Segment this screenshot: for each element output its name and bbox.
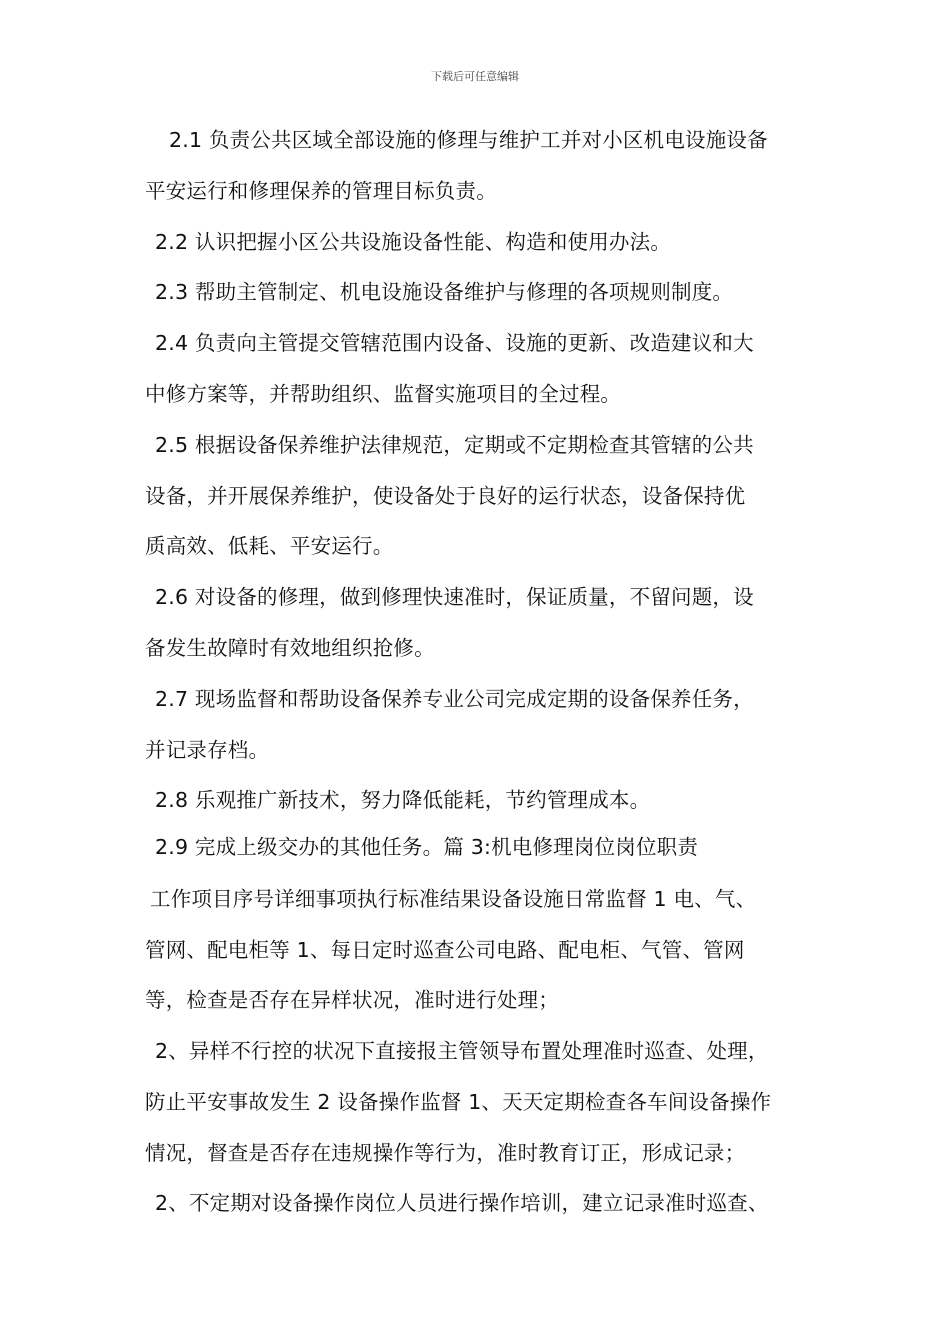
paragraph-line: 2.4 负责向主管提交管辖范围内设备、设施的更新、改造建议和大 — [155, 331, 754, 355]
paragraph-line: 工作项目序号详细事项执行标准结果设备设施日常监督 1 电、气、 — [150, 887, 757, 911]
paragraph-line: 2.8 乐观推广新技术，努力降低能耗，节约管理成本。 — [155, 788, 651, 812]
paragraph-line: 等，检查是否存在异样状况，准时进行处理； — [145, 988, 559, 1012]
paragraph-line: 2.6 对设备的修理，做到修理快速准时，保证质量，不留问题，设 — [155, 585, 754, 609]
paragraph-line: 2.1 负责公共区域全部设施的修理与维护工并对小区机电设施设备 — [169, 128, 768, 152]
paragraph-line: 备发生故障时有效地组织抢修。 — [145, 636, 435, 660]
paragraph-line: 2.7 现场监督和帮助设备保养专业公司完成定期的设备保养任务， — [155, 687, 754, 711]
paragraph-line: 管网、配电柜等 1、每日定时巡查公司电路、配电柜、气管、管网 — [145, 938, 745, 962]
paragraph-line: 平安运行和修理保养的管理目标负责。 — [145, 179, 497, 203]
paragraph-line: 2、不定期对设备操作岗位人员进行操作培训，建立记录准时巡查、 — [155, 1191, 769, 1215]
paragraph-line: 中修方案等，并帮助组织、监督实施项目的全过程。 — [145, 382, 622, 406]
paragraph-line: 防止平安事故发生 2 设备操作监督 1、天天定期检查各车间设备操作 — [145, 1090, 772, 1114]
paragraph-line: 质高效、低耗、平安运行。 — [145, 534, 394, 558]
paragraph-line: 2、异样不行控的状况下直接报主管领导布置处理准时巡查、处理， — [155, 1039, 769, 1063]
paragraph-line: 2.5 根据设备保养维护法律规范，定期或不定期检查其管辖的公共 — [155, 433, 754, 457]
paragraph-line: 情况，督查是否存在违规操作等行为，准时教育订正，形成记录； — [145, 1141, 746, 1165]
paragraph-line: 2.3 帮助主管制定、机电设施设备维护与修理的各项规则制度。 — [155, 280, 734, 304]
page-header: 下载后可任意编辑 — [431, 70, 519, 83]
paragraph-line: 2.2 认识把握小区公共设施设备性能、构造和使用办法。 — [155, 230, 672, 254]
paragraph-line: 设备，并开展保养维护，使设备处于良好的运行状态，设备保持优 — [145, 484, 746, 508]
paragraph-line: 并记录存档。 — [145, 738, 270, 762]
paragraph-line: 2.9 完成上级交办的其他任务。篇 3:机电修理岗位岗位职责 — [155, 835, 699, 859]
